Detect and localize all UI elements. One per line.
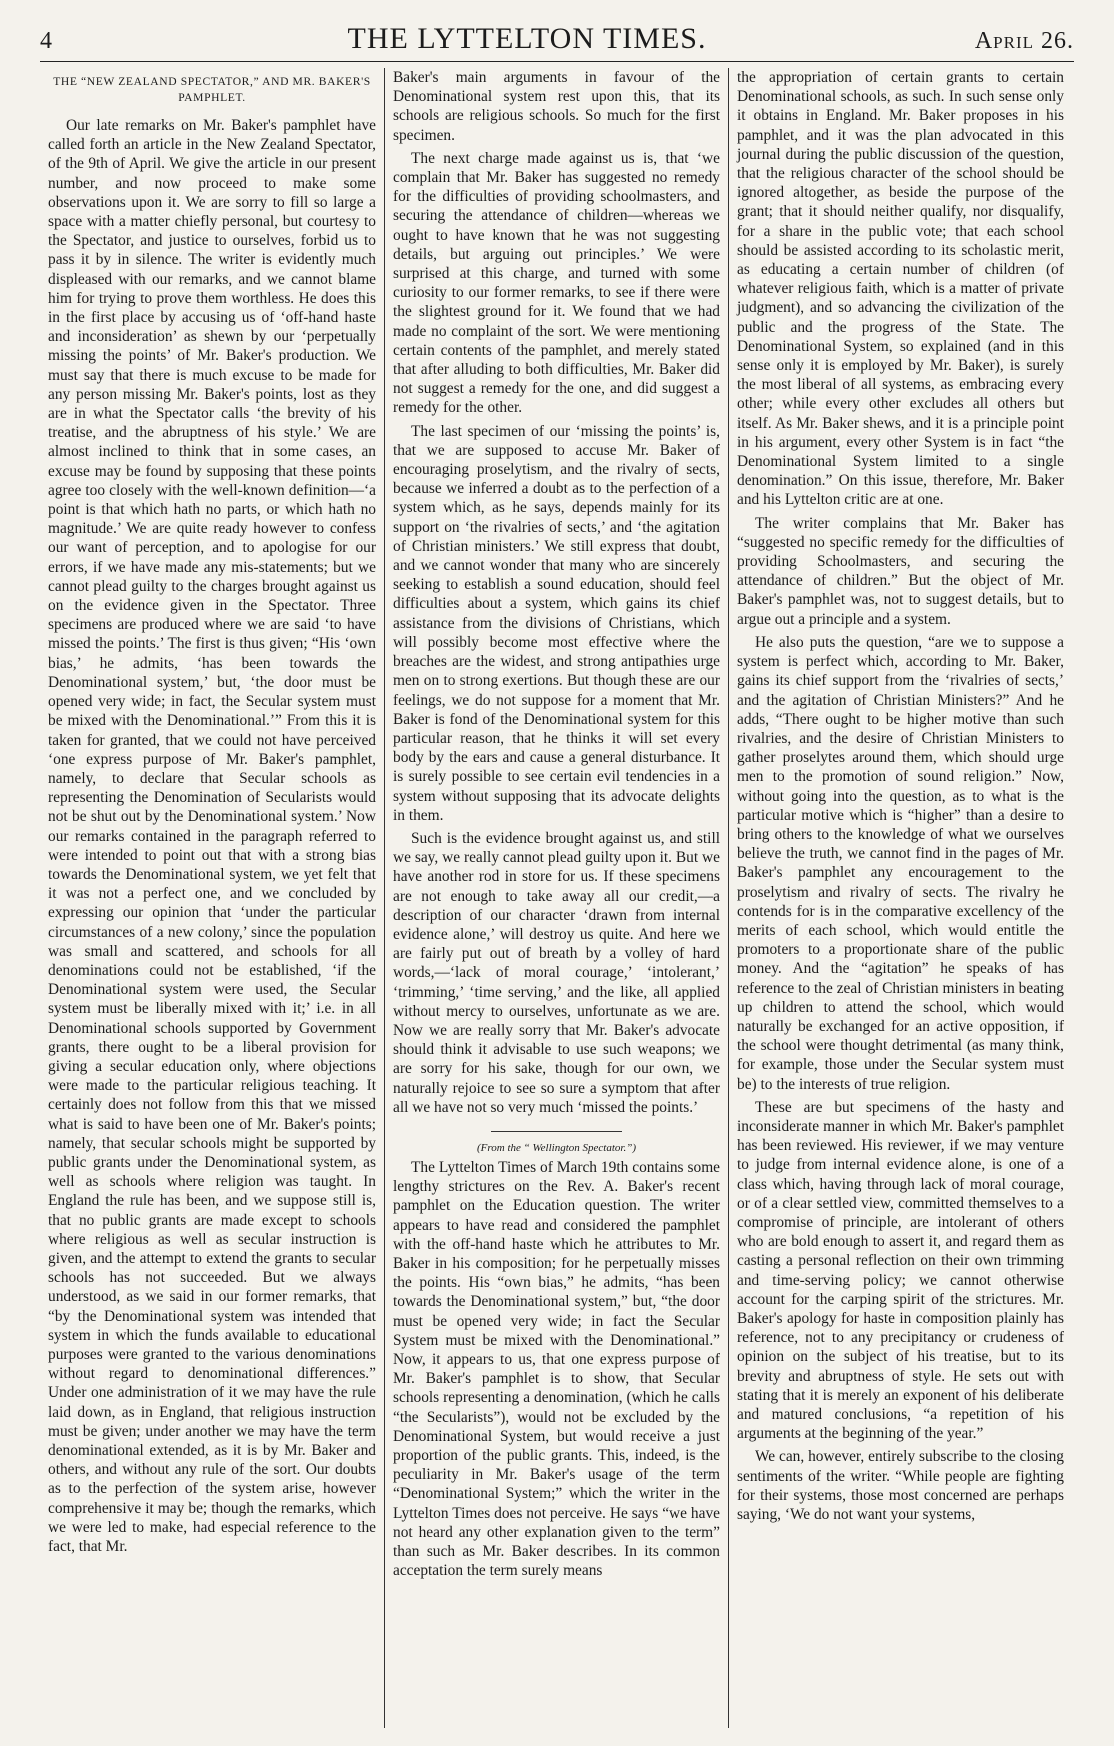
article-paragraph: He also puts the question, “are we to suppose a system is perfect which, according to Mr. Baker, gains its chief support from the ‘rivalries of sects,’ and the agitation of Christian Ministers?” And he adds, “There ought to be higher motive than such rivalries, and the desire of Christian Ministers to gather proselytes around them, which should urge men to the promotion of sound religion.” Now, without going into the question, as to what is the particular motive which is “higher” than a desire to bring others to the knowledge of what we ourselves believe the truth, we cannot find in the pages of Mr. Baker's pamphlet any encouragement to the proselytism and rivalry of sects. The rivalry he contends for is in the comparative excellency of the merits of each school, which would entitle the promoters to a proportionate share of the public money. And the “agitation” he speaks of has reference to the zeal of Christian ministers in beating up children to attend the school, which would naturally be exchanged for an active opposition, if the school were thought detrimental (as many think, for example, those under the Secular system must be) to the interests of true religion. [737,633,1064,1093]
article-paragraph: Our late remarks on Mr. Baker's pamphlet have called forth an article in the New Zealand Spectator, of the 9th of April. We give the article in our present number, and now proceed to make some observations upon it. We are sorry to fill so large a space with a matter chiefly personal, but courtesy to the Spectator, and justice to ourselves, forbid us to pass it by in silence. The writer is evidently much displeased with our remarks, and we cannot blame him for trying to prove them worthless. He does this in the first place by accusing us of ‘off-hand haste and inconsideration’ as shewn by our ‘perpetually missing the points’ of Mr. Baker's production. We must say that there is much excuse to be made for any person missing Mr. Baker's points, lost as they are in what the Spectator calls ‘the brevity of his treatise, and the abruptness of his style.’ We are almost inclined to think that in some cases, an excuse may be found by supposing that these points agree too closely with the well-known definition—‘a point is that which hath no parts, or which hath no magnitude.’ We are quite ready however to confess our want of perception, and to apologise for our errors, if we have made any mis-statements; but we cannot plead guilty to the charges brought against us on the evidence given in the Spectator. Three specimens are produced where we are said ‘to have missed the points.’ The first is thus given; “His ‘own bias,’ he admits, ‘has been towards the Denominational system,’ but, ‘the door must be opened very wide; in fact, the Secular system must be mixed with the Denominational.’” From this it is taken for granted, that we could not have perceived ‘one express purpose of Mr. Baker's pamphlet, namely, to declare that Secular schools as representing the Denomination of Secularists would not be shut out by the Denominational system.’ Now our remarks contained in the paragraph referred to were intended to point out that with a strong bias towards the Denominational system, we yet felt that it was not a perfect one, and we concluded by expressing our opinion that ‘under the particular circumstances of a new colony,’ since the population was small and scattered, and schools for all denominations could not be established, ‘if the Denominational system were used, the Secular system must be liberally mixed with it;’ i.e. in all Denominational schools supported by Government grants, there ought to be a liberal provision for giving a secular education only, where objections were made to the particular religious teaching. It certainly does not follow from this that we missed what is said to have been one of Mr. Baker's points; namely, that secular schools might be supported by public grants under the Denominational system, as well as schools where religion was taught. In England the rule has been, and we suppose still is, that no public grants are made except to schools where religious as well as secular instruction is given, and the attempt to extend the grants to secular schools has not succeeded. But we always understood, as we said in our former remarks, that “by the Denominational system was intended that system in which the funds available to educational purposes were granted to the various denominations without regard to denominational differences.” Under one administration of it we may have the rule laid down, as in England, that religious instruction must be given; under another we may have the term denominational extended, as it is by Mr. Baker and others, and without any rule of the sort. Our doubts as to the perfection of the system arise, however comprehensive it may be; though the remarks, which we were led to make, had especial reference to the fact, that Mr. [48,117,376,1556]
page-number: 4 [40,28,52,54]
article-paragraph: the appropriation of certain grants to certain Denominational schools, as such. In such sense only it obtains in England. Mr. Baker proposes in his pamphlet, and it was the plan advocated in this journal during the public discussion of the question, that the religious character of the school should be ignored altogether, as beside the purpose of the grant; that it should neither qualify, nor disqualify, for a share in the public vote; that each school should be assisted according to its scholastic merit, as educating a certain number of children (of whatever religious faith, which is a matter of private judgment), and so advancing the civilization of the public and the progress of the State. The Denominational System, so explained (and in this sense only it is employed by Mr. Baker), is surely the most liberal of all systems, as embracing every other; while every other excludes all others but itself. As Mr. Baker shews, and it is a principle point in his argument, every other System is in fact “the Denominational System limited to a single denomination.” On this issue, therefore, Mr. Baker and his Lyttelton critic are at one. [737,69,1064,509]
column-2 [384,68,728,1728]
article-paragraph: These are but specimens of the hasty and inconsiderate manner in which Mr. Baker's pamphlet has been reviewed. His reviewer, if we may venture to judge from internal evidence alone, is one of a class which, having through lack of moral courage, or of a clear settled view, committed themselves to a compromise of principle, are intolerant of others who are bold enough to assert it, and regard them as casting a personal reflection on their own trimming and time-serving policy; we cannot otherwise account for the carping spirit of the strictures. Mr. Baker's apology for haste in composition plainly has reference, not to any precipitancy or crudeness of opinion on the subject of his treatise, but to its brevity and abruptness of style. He sets out with stating that it is merely an exponent of his deliberate and matured conclusions, “a repetition of his arguments at the beginning of the year.” [737,1098,1064,1443]
article-paragraph: Baker's main arguments in favour of the Denominational system rest upon this, that its schools are religious schools. So much for the first specimen. [393,69,720,144]
newspaper-title: THE LYTTELTON TIMES. [347,22,707,55]
article-paragraph: The last specimen of our ‘missing the points’ is, that we are supposed to accuse Mr. Baker of encouraging proselytism, and the rivalry of sects, because we inferred a doubt as to the perfection of a system which, as he says, depends mainly for its support on ‘the rivalries of sects,’ and ‘the agitation of Christian ministers.’ We still express that doubt, and we cannot wonder that many who are sincerely seeking to establish a sound education, should feel difficulties about a system, which gains its chief assistance from the divisions of Christians, which will possibly become most effective where the breaches are the widest, and strong antipathies urge men on to strong exertions. But though these are our feelings, we do not suppose for a moment that Mr. Baker is fond of the Denominational system for this particular reason, that he thinks it will set every body by the ears and cause a general disturbance. It is surely possible to see certain evil tendencies in a system without supposing that its advocate delights in them. [393,422,720,824]
issue-date: April 26. [974,28,1074,54]
article-paragraph: The writer complains that Mr. Baker has “suggested no specific remedy for the difficulties of providing Schoolmasters, and securing the attendance of children.” But the object of Mr. Baker's pamphlet was, not to suggest details, but to argue out a principle and a system. [737,514,1064,628]
article-columns [40,68,1074,1728]
column-3 [728,68,1072,1728]
section-divider [491,1131,622,1132]
masthead [40,22,1074,62]
article-paragraph: We can, however, entirely subscribe to the closing sentiments of the writer. “While people are fighting for their systems, those most concerned are perhaps saying, ‘We do not want your systems, [737,1448,1064,1524]
column-1 [40,68,384,1728]
article-paragraph: Such is the evidence brought against us, and still we say, we really cannot plead guilty upon it. But we have another rod in store for us. If these specimens are not enough to take away all our credit,—a description of our character ‘drawn from internal evidence alone,’ will destroy us quite. And here we are fairly put out of breath by a volley of hard words,—‘lack of moral courage,’ ‘intolerant,’ ‘trimming,’ ‘time serving,’ and the like, all applied without mercy to ourselves, unfortunate as we are. Now we are really sorry that Mr. Baker's advocate should think it advisable to use such weapons; we are sorry for his sake, though for our own, we naturally rejoice to see so sure a symptom that after all we have not so very much ‘missed the points.’ [393,829,720,1116]
source-credit: (From the “ Wellington Spectator.”) [477,1141,636,1154]
article-paragraph: The next charge made against us is, that ‘we complain that Mr. Baker has suggested no remedy for the difficulties of providing schoolmasters, and securing the attendance of children—whereas we ought to have known that he was not suggesting details, but arguing out principles.’ We were surprised at this charge, and turned with some curiosity to our former remarks, to see if there were the slightest ground for it. We found that we had made no complaint of the sort. We were mentioning certain contents of the pamphlet, and merely stated that after alluding to both difficulties, Mr. Baker did not suggest a remedy for the one, and did suggest a remedy for the other. [393,149,720,417]
article-paragraph: The Lyttelton Times of March 19th contains some lengthy strictures on the Rev. A. Baker's recent pamphlet on the Education question. The writer appears to have read and considered the pamphlet with the off-hand haste which he attributes to Mr. Baker in his composition; for he perpetually misses the points. His “own bias,” he admits, “has been towards the Denominational system,” but, “the door must be opened very wide; in fact the Secular System must be mixed with the Denominational.” Now, it appears to us, that one express purpose of Mr. Baker's pamphlet is to show, that Secular schools representing a denomination, (which he calls “the Secularists”), would not be excluded by the Denominational System, but would receive a just proportion of the public grants. This, indeed, is the peculiarity in Mr. Baker's usage of the term “Denominational System;” which the writer in the Lyttelton Times does not perceive. He says “we have not heard any other explanation given to the term” than such as Mr. Baker describes. In its common acceptation the term surely means [393,1158,720,1580]
article-headline: THE “NEW ZEALAND SPECTATOR,” AND MR. BAKER'S PAMPHLET. [53,75,371,104]
